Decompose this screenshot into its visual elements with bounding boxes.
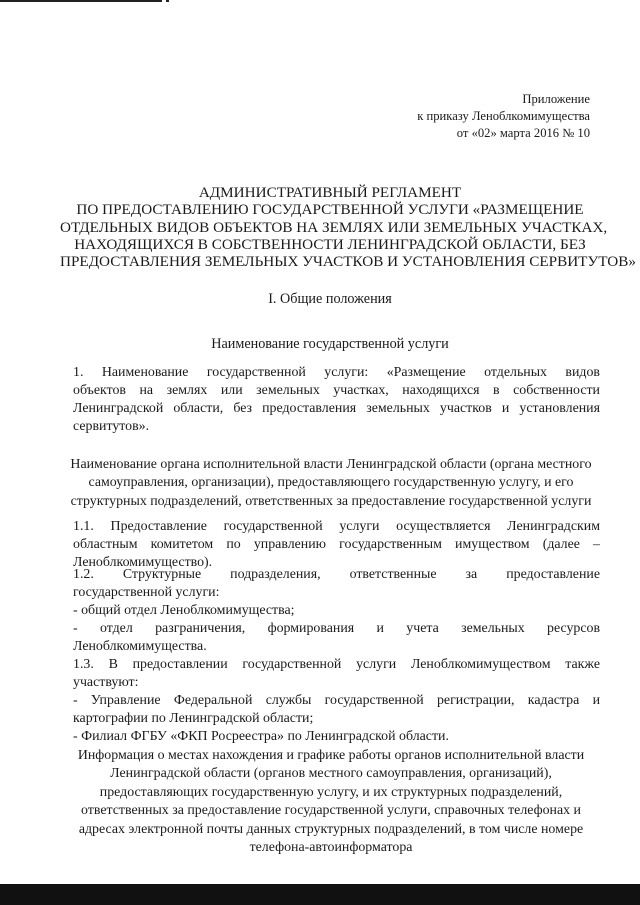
scan-bottom-edge [0, 884, 640, 905]
paragraph-1-2 [73, 566, 600, 656]
appendix-line: к приказу Леноблкомимущества [417, 109, 590, 123]
title-line: ОТДЕЛЬНЫХ ВИДОВ ОБЪЕКТОВ НА ЗЕМЛЯХ ИЛИ ЗЕМЕЛЬНЫХ УЧАСТКАХ, [60, 218, 608, 236]
heading-line: Информация о местах нахождения и графике работы органов исполнительной власти [77, 748, 585, 763]
paragraph-line: государственной услуги: [73, 585, 220, 600]
appendix-line: от «02» марта 2016 № 10 [456, 126, 590, 140]
heading-line: ответственных за предоставление государственной услуги, справочных телефонах и [81, 803, 581, 819]
subsection-heading-authority [64, 456, 598, 511]
document-title [60, 184, 636, 271]
paragraph-line: участвуют: [73, 675, 139, 690]
paragraph-line: областным комитетом по управлению государственным имуществом (далее – [73, 537, 600, 552]
paragraph-line: - Филиал ФГБУ «ФКП Росреестра» по Ленинградской области. [73, 729, 449, 744]
heading-line: самоуправления, организации), предоставляющего государственную услугу, и его [88, 475, 574, 491]
paragraph-line: сервитутов». [73, 419, 150, 434]
paragraph-1 [73, 364, 600, 436]
paragraph-line: Леноблкомимущество). [73, 555, 213, 570]
heading-line: телефона-автоинформатора [249, 840, 413, 856]
paragraph-1-3 [73, 656, 600, 746]
heading-line: адресах электронной почты данных структурных подразделений, в том числе номере [78, 821, 584, 837]
heading-line: предоставляющих государственную услугу, и их структурных подразделений, [99, 784, 563, 800]
subsection-heading-service-name: Наименование государственной услуги [211, 336, 449, 352]
scan-top-rule-dot [166, 0, 169, 2]
paragraph-line: - общий отдел Леноблкомимущества; [73, 603, 295, 618]
paragraph-line: - Управление Федеральной службы государственной регистрации, кадастра и [73, 693, 600, 708]
title-line: АДМИНИСТРАТИВНЫЙ РЕГЛАМЕНТ [198, 184, 462, 201]
paragraph-line: 1.3. В предоставлении государственной услуги Леноблкомимуществом также [73, 657, 600, 672]
paragraph-line: 1.2. Структурные подразделения, ответственные за предоставление [73, 567, 600, 582]
title-line: НАХОДЯЩИХСЯ В СОБСТВЕННОСТИ ЛЕНИНГРАДСКОЙ ОБЛАСТИ, БЕЗ [74, 235, 586, 253]
subsection-heading-info [64, 747, 598, 857]
paragraph-line: 1.1. Предоставление государственной услуги осуществляется Ленинградским [73, 519, 600, 534]
paragraph-line: Ленинградской области, без предоставления земельных участков и установления [73, 401, 600, 416]
appendix-line: Приложение [522, 92, 590, 106]
heading-line: Ленинградской области (органов местного самоуправления, организаций), [110, 766, 552, 782]
title-line: ПО ПРЕДОСТАВЛЕНИЮ ГОСУДАРСТВЕННОЙ УСЛУГИ «РАЗМЕЩЕНИЕ [76, 201, 584, 219]
paragraph-line: - отдел разграничения, формирования и учета земельных ресурсов [73, 621, 600, 636]
paragraph-1-1 [73, 518, 600, 572]
heading-line: структурных подразделений, ответственных за предоставление государственной услуги [70, 493, 592, 509]
title-line: ПРЕДОСТАВЛЕНИЯ ЗЕМЕЛЬНЫХ УЧАСТКОВ И УСТАНОВЛЕНИЯ СЕРВИТУТОВ» [60, 253, 636, 271]
section-heading: I. Общие положения [268, 291, 392, 307]
heading-line: Наименование органа исполнительной власти Ленинградской области (органа местного [70, 457, 592, 472]
appendix-block [330, 91, 590, 142]
paragraph-line: Леноблкомимущества. [73, 639, 207, 654]
paragraph-line: 1. Наименование государственной услуги: «Размещение отдельных видов [73, 365, 600, 380]
scan-top-rule [0, 0, 162, 2]
paragraph-line: объектов на землях или земельных участках, находящихся в собственности [73, 383, 600, 398]
paragraph-line: картографии по Ленинградской области; [73, 711, 314, 726]
